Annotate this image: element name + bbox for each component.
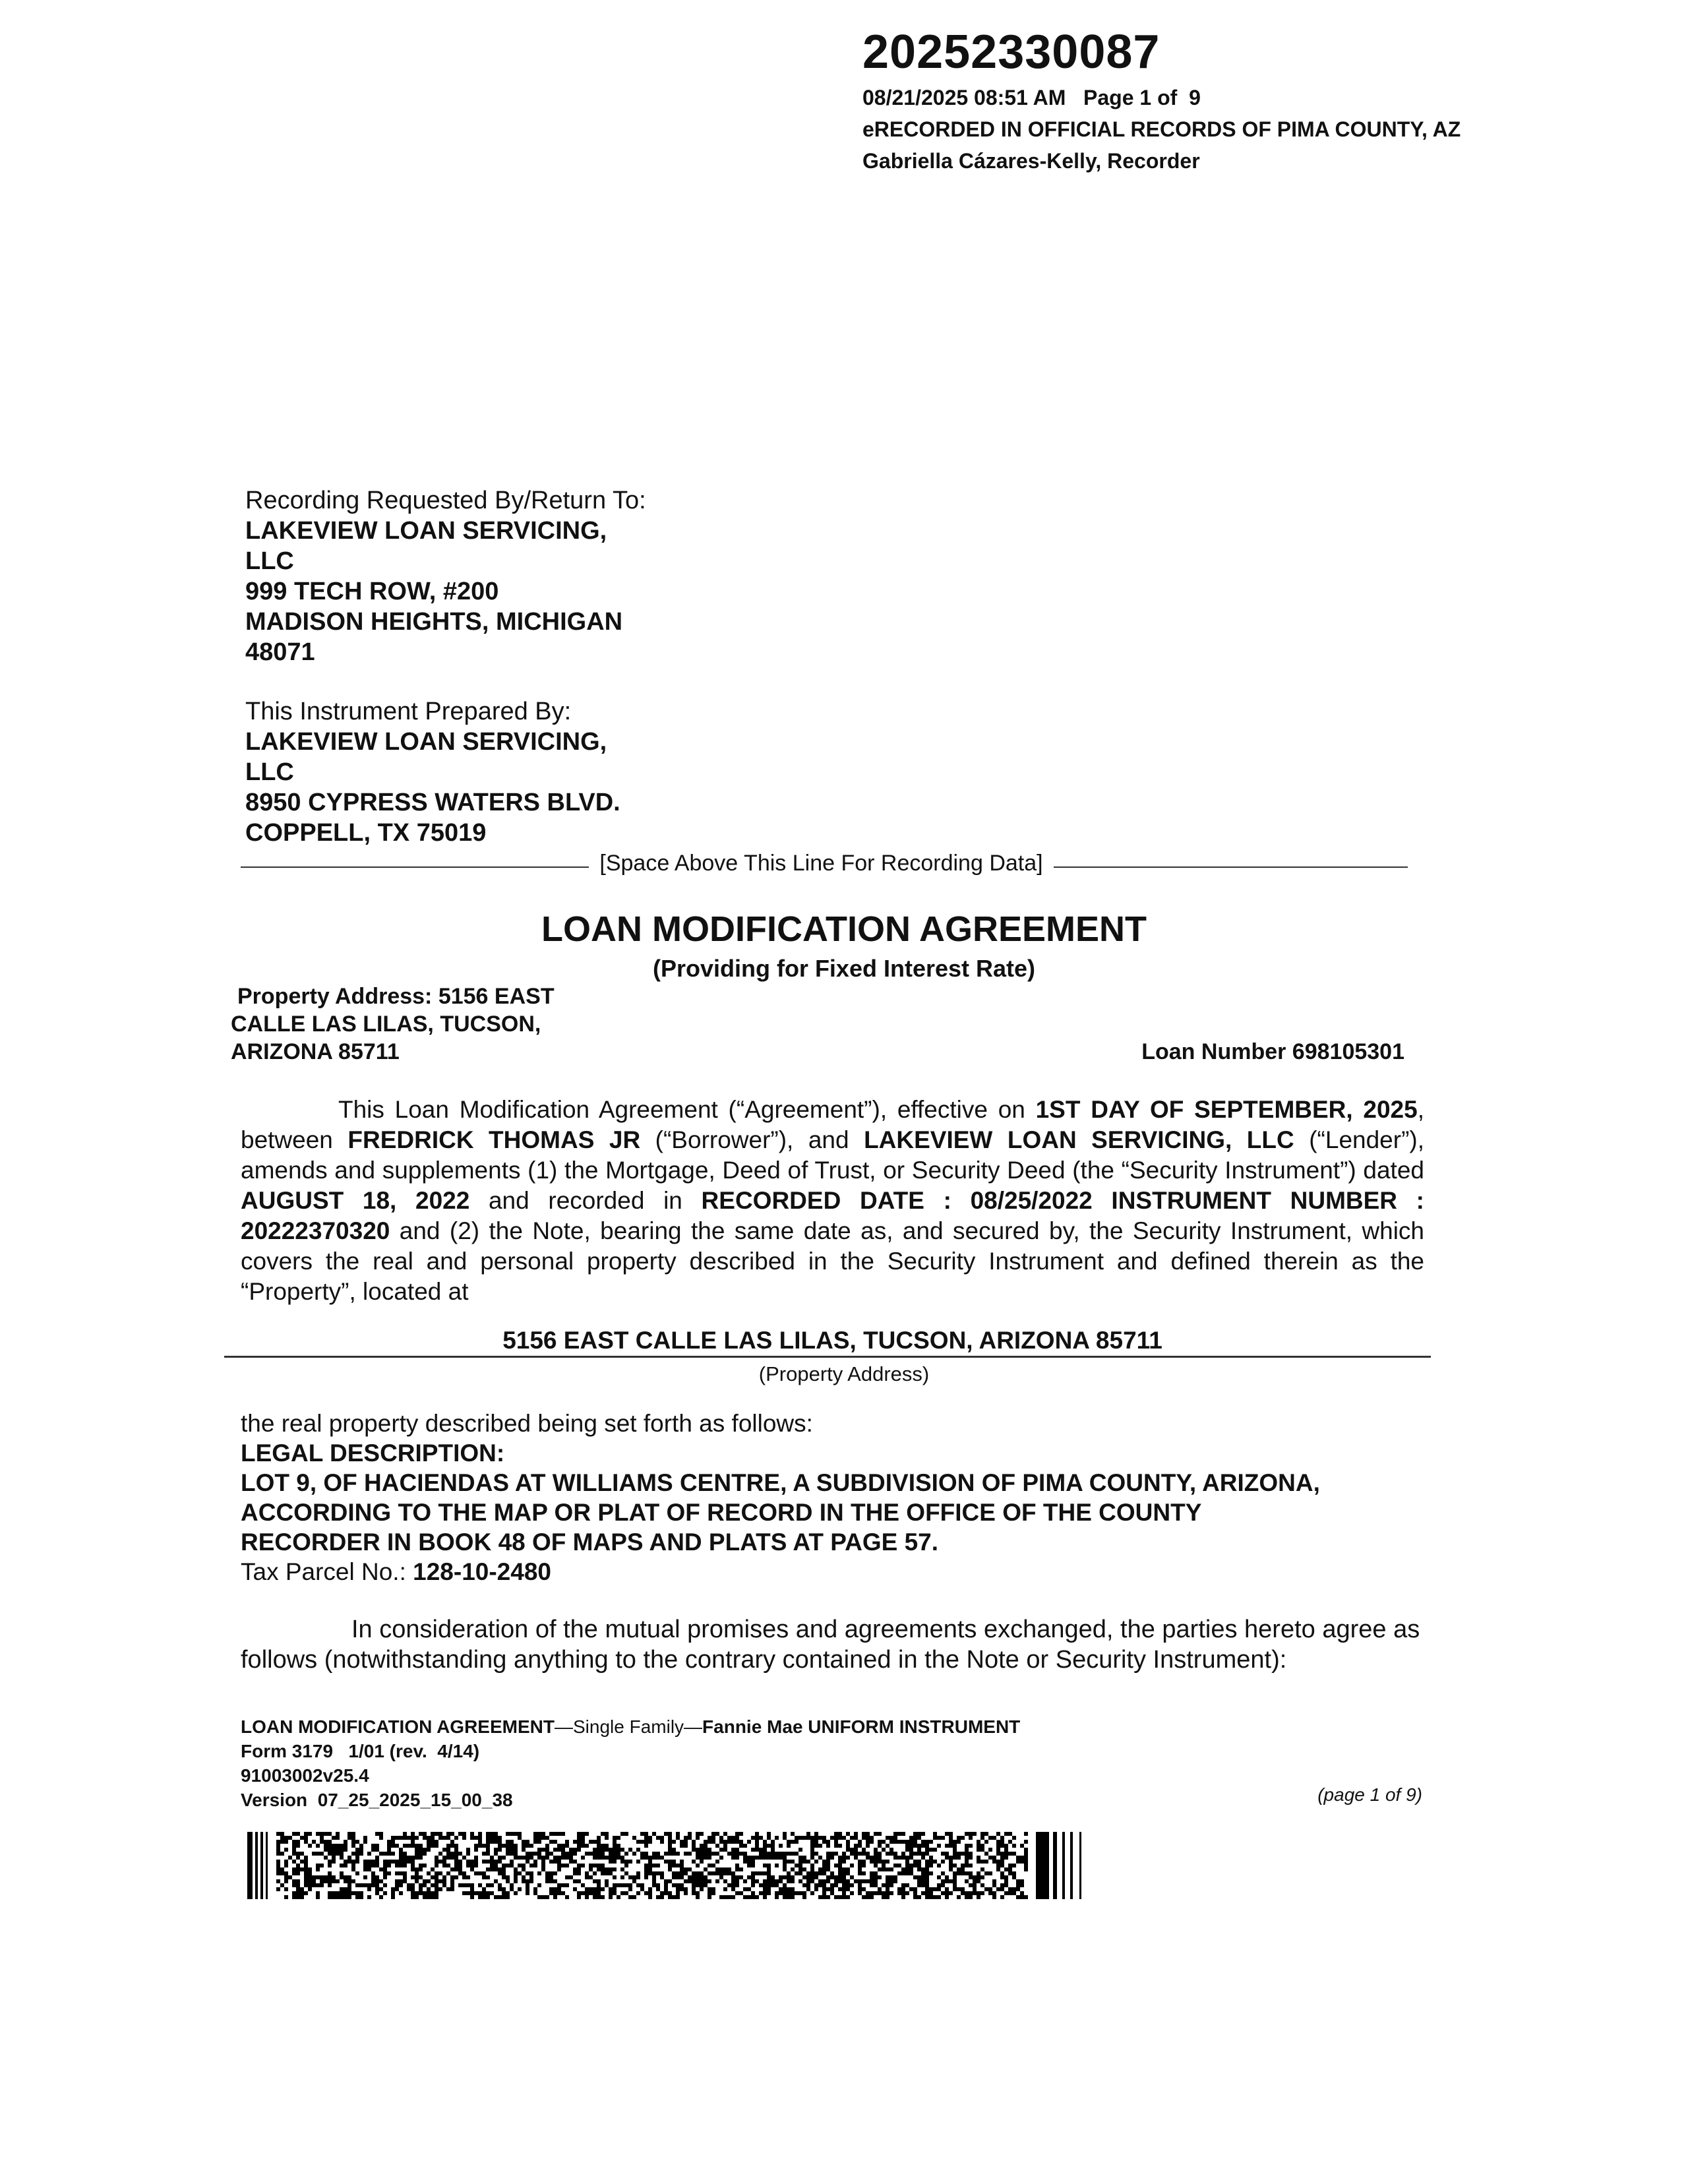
recording-office: eRECORDED IN OFFICIAL RECORDS OF PIMA COUNTY, AZ (862, 117, 1461, 141)
form-version: Version 07_25_2025_15_00_38 (241, 1790, 513, 1810)
recording-reference: RECORDED DATE : 08/25/2022 INSTRUMENT NUMBER : 20222370320 (241, 1187, 1425, 1244)
intro-text: (“Lender”), amends and supplements (1) the Mortgage, Deed of Trust, or Security Deed (the “Security Instrument”) dated (241, 1126, 1425, 1184)
page-indicator: (page 1 of 9) (1317, 1784, 1422, 1805)
recorder-name: Gabriella Cázares-Kelly, Recorder (862, 149, 1200, 173)
form-type: —Single Family— (554, 1716, 703, 1737)
security-instrument-date: AUGUST 18, 2022 (241, 1187, 470, 1214)
intro-text: This Loan Modification Agreement (“Agreement”), effective on (338, 1096, 1036, 1123)
document-title: LOAN MODIFICATION AGREEMENT (541, 909, 1147, 949)
form-code: 91003002v25.4 (241, 1765, 369, 1786)
form-number: Form 3179 1/01 (rev. 4/14) (241, 1741, 480, 1761)
prepared-by-label: This Instrument Prepared By: (245, 698, 572, 725)
property-address-line: CALLE LAS LILAS, TUCSON, (231, 1012, 541, 1037)
intro-text: (“Borrower”), and (640, 1126, 864, 1153)
return-to-line: 999 TECH ROW, #200 (245, 578, 499, 605)
barcode-icon (247, 1832, 1098, 1899)
borrower-name: FREDRICK THOMAS JR (347, 1126, 641, 1153)
effective-date: 1ST DAY OF SEPTEMBER, 2025 (1035, 1096, 1418, 1123)
recording-data-divider (241, 851, 1408, 880)
divider-line-right (1054, 866, 1408, 868)
legal-line: RECORDER IN BOOK 48 OF MAPS AND PLATS AT PAGE 57. (241, 1529, 939, 1556)
document-subtitle: (Providing for Fixed Interest Rate) (652, 955, 1036, 982)
lender-name: LAKEVIEW LOAN SERVICING, LLC (864, 1126, 1294, 1153)
prepared-by-line: LLC (245, 758, 294, 786)
recording-date-page: 08/21/2025 08:51 AM Page 1 of 9 (862, 86, 1201, 109)
prepared-by-line: LAKEVIEW LOAN SERVICING, (245, 728, 607, 756)
return-to-block (245, 485, 646, 667)
prepared-by-line: 8950 CYPRESS WATERS BLVD. (245, 789, 620, 816)
tax-parcel (241, 1557, 1424, 1587)
legal-line: LOT 9, OF HACIENDAS AT WILLIAMS CENTRE, A SUBDIVISION OF PIMA COUNTY, ARIZONA, (241, 1469, 1320, 1496)
form-title-line (241, 1714, 1020, 1739)
loan-number: Loan Number 698105301 (1141, 1039, 1404, 1064)
legal-line: ACCORDING TO THE MAP OR PLAT OF RECORD IN THE OFFICE OF THE COUNTY (241, 1499, 1202, 1526)
intro-text: and (2) the Note, bearing the same date as, and secured by, the Security Instrument, which covers the real and personal property described in the Security Instrument and defined therein as the “Property”, located at (241, 1217, 1424, 1305)
property-address-underline (224, 1356, 1431, 1358)
space-above-line-text: [Space Above This Line For Recording Data] (599, 851, 1043, 876)
return-to-label: Recording Requested By/Return To: (245, 487, 646, 514)
return-to-line: MADISON HEIGHTS, MICHIGAN (245, 608, 623, 636)
form-title: LOAN MODIFICATION AGREEMENT (241, 1716, 555, 1737)
property-address: 5156 EAST CALLE LAS LILAS, TUCSON, ARIZONA 85711 (502, 1327, 1162, 1354)
legal-heading: LEGAL DESCRIPTION: (241, 1440, 505, 1467)
tax-parcel-number: 128-10-2480 (413, 1558, 551, 1585)
property-address-line: ARIZONA 85711 (231, 1039, 400, 1064)
intro-text: , between (241, 1096, 1424, 1153)
form-footer (241, 1714, 1020, 1812)
tax-parcel-label: Tax Parcel No.: (241, 1558, 413, 1585)
divider-line-left (241, 866, 589, 868)
return-to-line: LAKEVIEW LOAN SERVICING, (245, 517, 607, 545)
prepared-by-block (245, 696, 620, 848)
property-address-block (231, 983, 555, 1066)
intro-paragraph (241, 1095, 1424, 1307)
form-source: Fannie Mae UNIFORM INSTRUMENT (702, 1716, 1021, 1737)
prepared-by-line: COPPELL, TX 75019 (245, 819, 487, 847)
consideration-paragraph: In consideration of the mutual promises and agreements exchanged, the parties hereto agree as follows (notwithstanding anything to the contrary contained in the Note or Security Instrument): (241, 1616, 1420, 1674)
legal-description-block (241, 1409, 1424, 1587)
property-address-line: Property Address: 5156 EAST (237, 984, 555, 1009)
return-to-line: 48071 (245, 638, 315, 666)
legal-intro: the real property described being set forth as follows: (241, 1410, 813, 1437)
intro-text: and recorded in (469, 1187, 702, 1214)
return-to-line: LLC (245, 547, 294, 575)
recording-number: 20252330087 (862, 26, 1160, 78)
property-address-caption: (Property Address) (758, 1362, 930, 1385)
